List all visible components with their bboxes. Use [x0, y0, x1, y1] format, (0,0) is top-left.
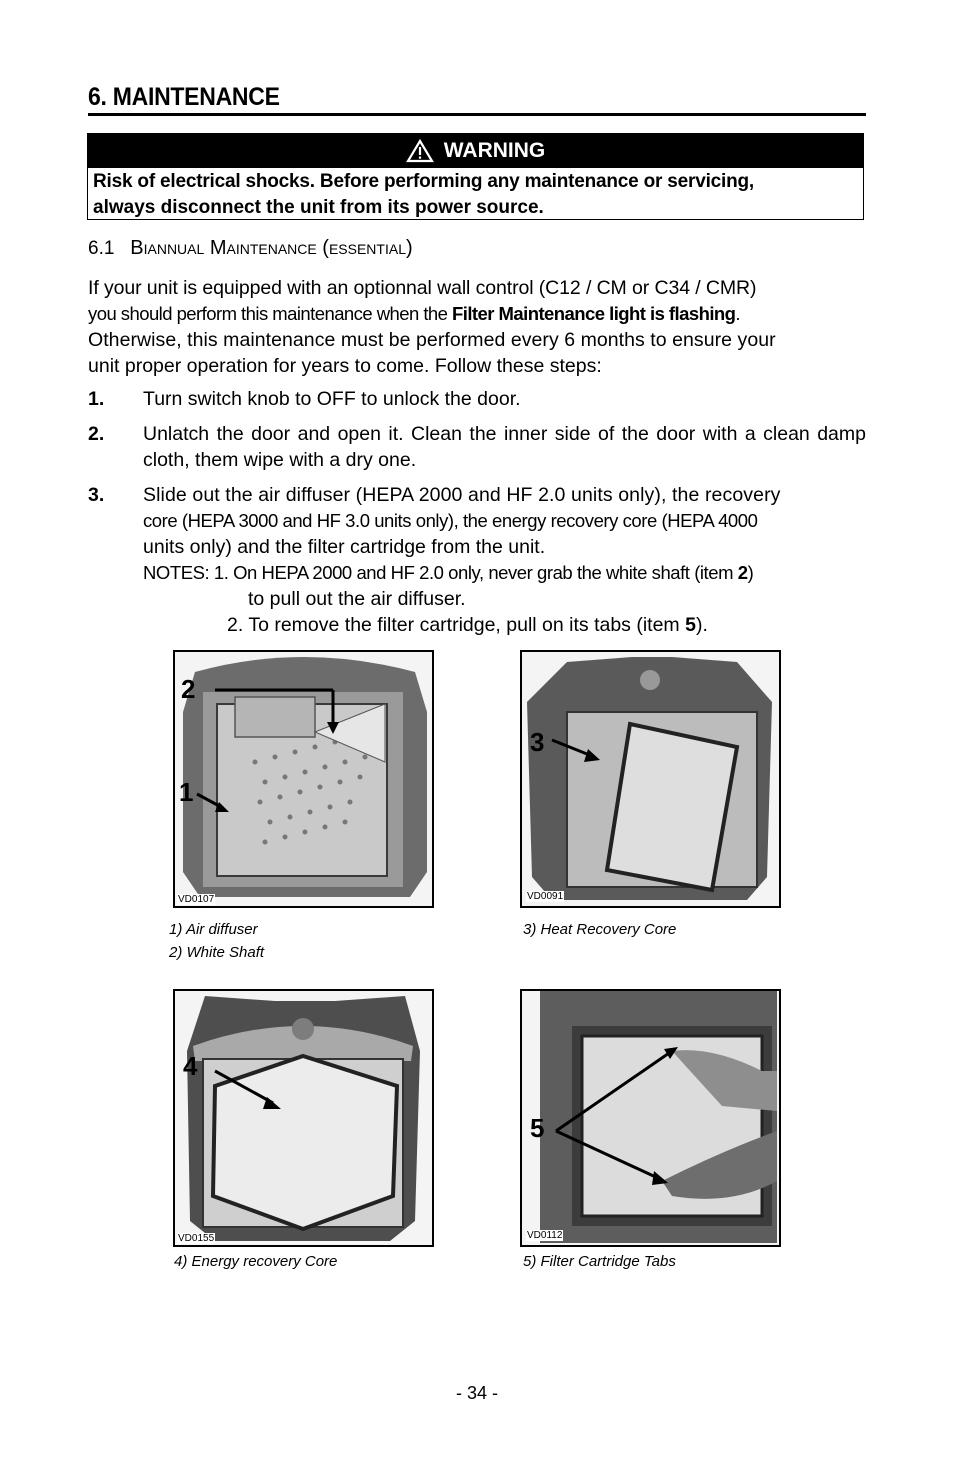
filter-light-emphasis: Filter Maintenance light is flashing	[451, 303, 736, 324]
section-title-rule	[88, 113, 866, 116]
photo-code: VD0091	[527, 891, 564, 902]
note-1-continuation: to pull out the air diffuser.	[248, 588, 466, 610]
caption-filter-cartridge-tabs: 5) Filter Cartridge Tabs	[523, 1253, 676, 1270]
callout-1: 1	[179, 777, 194, 807]
step-number: 3.	[88, 484, 105, 506]
energy-recovery-core-illustration	[175, 991, 432, 1245]
warning-line-1: Risk of electrical shocks. Before performing any maintenance or servicing,	[93, 171, 754, 192]
caption-air-diffuser: 1) Air diffuser	[169, 921, 258, 938]
step-3-line-3: units only) and the filter cartridge from the unit.	[143, 536, 546, 558]
figure-3-captions	[174, 1250, 337, 1273]
notes	[143, 560, 866, 638]
intro-line-3: Otherwise, this maintenance must be performed every 6 months to ensure your	[88, 329, 776, 351]
warning-heading: WARNING	[443, 139, 546, 162]
photo-heat-recovery-core	[520, 650, 781, 908]
photo-energy-recovery-core	[173, 989, 434, 1247]
caption-energy-recovery-core: 4) Energy recovery Core	[174, 1253, 338, 1270]
note-2-text: 2. To remove the filter cartridge, pull on its tabs (item	[227, 614, 686, 636]
note-1	[143, 560, 866, 586]
callout-4: 4	[183, 1051, 198, 1081]
warning-text	[88, 168, 863, 221]
intro-line-1: If your unit is equipped with an optionnal wall control (C12 / CM or C34 / CMR)	[88, 277, 757, 299]
warning-box	[87, 133, 864, 220]
warning-triangle-icon	[406, 139, 434, 163]
intro-line-4: unit proper operation for years to come. Follow these steps:	[88, 355, 602, 377]
page-number: - 34 -	[455, 1383, 498, 1403]
caption-white-shaft: 2) White Shaft	[169, 944, 265, 961]
figure-4-captions	[523, 1250, 676, 1273]
heat-recovery-core-illustration	[522, 652, 779, 906]
note-1-end: )	[747, 562, 754, 583]
subsection-title: Biannual Maintenance (essential)	[130, 237, 413, 259]
figure-2-captions	[523, 918, 676, 941]
photo-code: VD0155	[178, 1233, 215, 1244]
figure-1-captions	[169, 918, 264, 964]
intro-line-2	[88, 301, 866, 327]
filter-cartridge-illustration	[522, 991, 779, 1245]
note-1-text: NOTES: 1. On HEPA 2000 and HF 2.0 only, never grab the white shaft (item	[143, 562, 738, 583]
subsection-number: 6.1	[88, 238, 115, 259]
step-2	[88, 421, 866, 473]
warning-line-2: always disconnect the unit from its power source.	[93, 197, 544, 218]
step-3	[88, 482, 866, 560]
photo-code: VD0112	[527, 1230, 563, 1241]
section-title: 6. MAINTENANCE	[88, 83, 280, 111]
air-diffuser-illustration	[175, 652, 432, 906]
step-1	[88, 386, 866, 412]
note-2	[227, 612, 866, 638]
callout-5: 5	[530, 1113, 545, 1143]
subsection-heading	[88, 236, 413, 261]
photo-filter-cartridge-tabs	[520, 989, 781, 1247]
step-3-line-1: Slide out the air diffuser (HEPA 2000 and HF 2.0 units only), the recovery	[143, 484, 781, 506]
note-2-item: 5	[685, 614, 696, 636]
step-3-line-2: core (HEPA 3000 and HF 3.0 units only), the energy recovery core (HEPA 4000	[143, 510, 758, 531]
caption-heat-recovery-core: 3) Heat Recovery Core	[523, 921, 677, 938]
step-number: 1.	[88, 388, 105, 410]
warning-header	[88, 134, 863, 168]
step-number: 2.	[88, 423, 105, 445]
intro-paragraph	[88, 275, 866, 379]
step-text	[143, 482, 866, 560]
callout-3: 3	[530, 727, 545, 757]
photo-air-diffuser	[173, 650, 434, 908]
note-1-item: 2	[737, 562, 748, 583]
callout-2: 2	[181, 674, 196, 704]
step-text: Turn switch knob to OFF to unlock the door.	[143, 388, 521, 410]
step-text: Unlatch the door and open it. Clean the inner side of the door with a clean damp cloth, them wipe with a dry one.	[143, 423, 866, 471]
intro-line-2-text: you should perform this maintenance when the	[88, 303, 452, 324]
photo-code: VD0107	[178, 894, 215, 905]
intro-line-2-end: .	[735, 303, 741, 324]
note-2-end: ).	[695, 614, 708, 636]
